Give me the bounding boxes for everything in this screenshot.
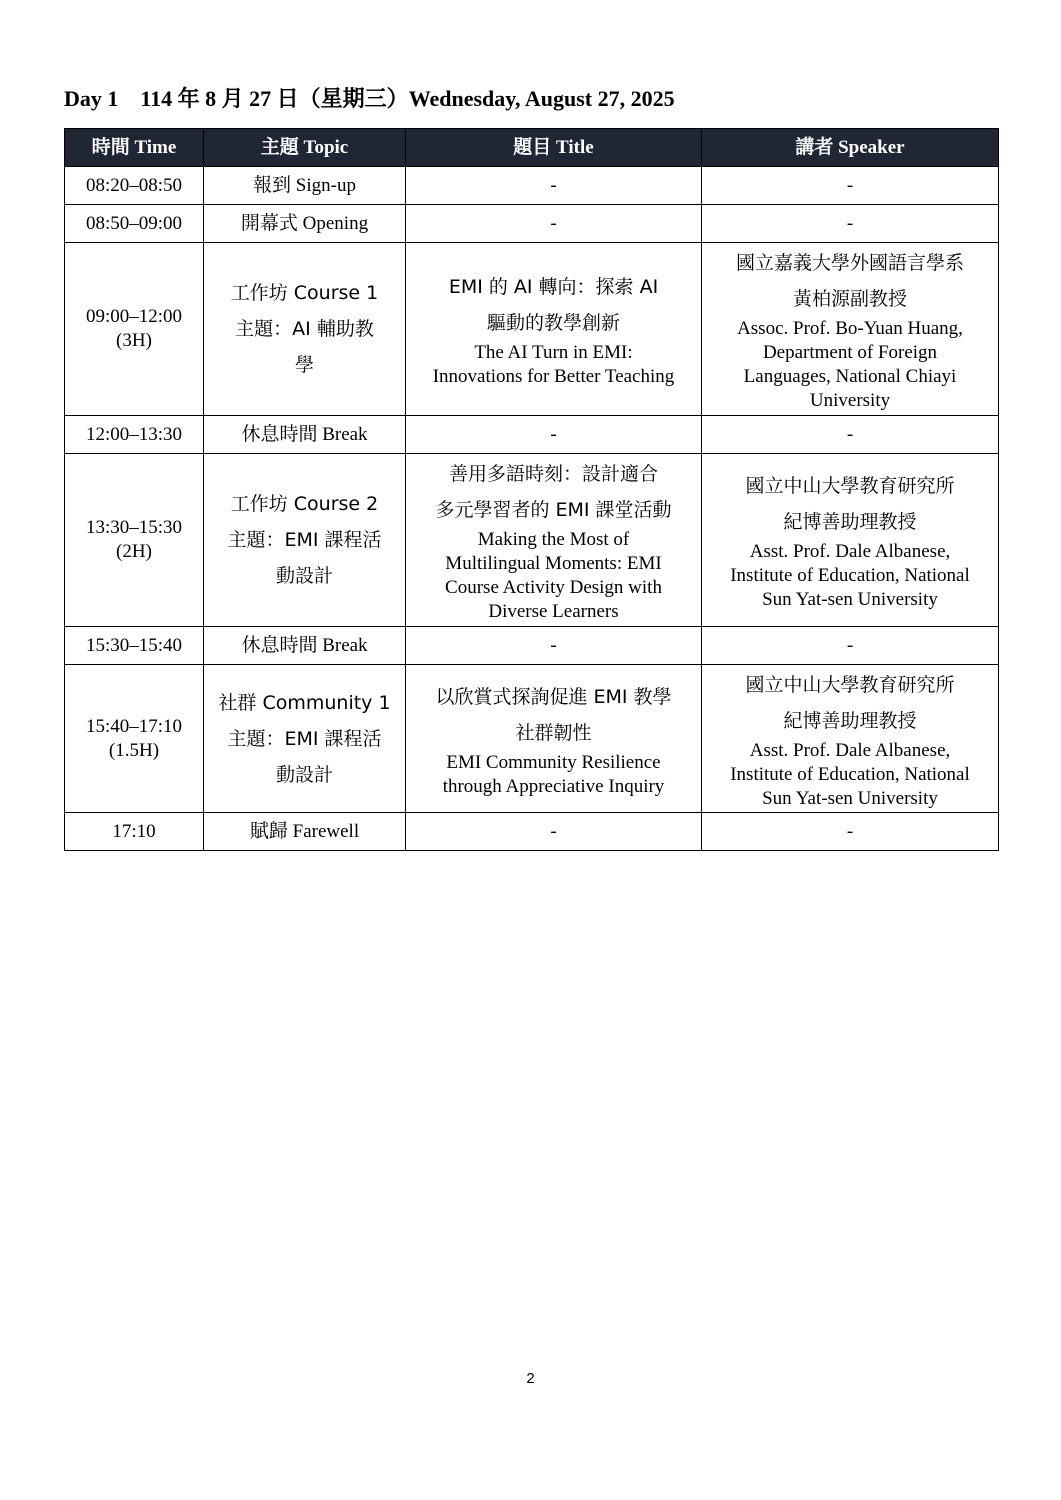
speaker-en-line: Assoc. Prof. Bo-Yuan Huang, <box>737 318 963 339</box>
cell-time: 15:30–15:40 <box>65 627 204 665</box>
cell-topic: 報到 Sign-up <box>204 167 406 205</box>
speaker-en-line: Asst. Prof. Dale Albanese, <box>749 739 951 761</box>
topic-line: 主題：AI 輔助教 <box>235 318 374 340</box>
cell-speaker: - <box>702 627 999 665</box>
cell-time <box>65 243 204 416</box>
cell-topic: 開幕式 Opening <box>204 205 406 243</box>
time-range: 15:40–17:10 <box>85 715 183 737</box>
speaker-en-line: Sun Yat-sen University <box>762 787 938 809</box>
topic-line: 工作坊 Course 1 <box>230 282 379 304</box>
title-en-line: Course Activity Design with <box>445 577 662 598</box>
cell-topic <box>204 665 406 813</box>
table-row <box>65 454 999 627</box>
table-row <box>65 813 999 851</box>
title-en-line: The AI Turn in EMI: <box>474 342 633 363</box>
speaker-zh-line: 紀博善助理教授 <box>783 511 917 533</box>
speaker-zh-line: 紀博善助理教授 <box>783 709 917 732</box>
speaker-zh-line: 黃柏源副教授 <box>792 288 907 310</box>
speaker-zh-line: 國立嘉義大學外國語言學系 <box>735 252 964 274</box>
cell-title <box>406 454 702 627</box>
cell-speaker <box>702 243 999 416</box>
cell-title: - <box>406 205 702 243</box>
topic-line: 社群 Community 1 <box>218 691 391 714</box>
cell-title: - <box>406 416 702 454</box>
cell-topic <box>204 243 406 416</box>
cell-speaker: - <box>702 813 999 851</box>
title-zh-line: 驅動的教學創新 <box>486 312 620 334</box>
time-duration: (1.5H) <box>108 739 160 761</box>
title-zh-line: 以欣賞式探詢促進 EMI 教學 <box>435 685 672 708</box>
schedule-table <box>64 128 999 851</box>
cell-time: 08:50–09:00 <box>65 205 204 243</box>
topic-line: 學 <box>294 354 314 376</box>
topic-line: 主題：EMI 課程活 <box>227 727 382 750</box>
title-zh-line: 社群韌性 <box>515 721 592 744</box>
title-en-line: Innovations for Better Teaching <box>432 366 675 387</box>
time-duration: (2H) <box>116 541 152 562</box>
title-en-line: EMI Community Resilience <box>446 751 661 773</box>
topic-line: 動設計 <box>275 763 333 786</box>
header-speaker: 講者 Speaker <box>702 129 999 167</box>
speaker-zh-line: 國立中山大學教育研究所 <box>745 475 955 497</box>
cell-title: - <box>406 167 702 205</box>
speaker-zh-line: 國立中山大學教育研究所 <box>745 673 955 696</box>
cell-speaker <box>702 665 999 813</box>
cell-time <box>65 665 204 813</box>
title-zh-line: 善用多語時刻：設計適合 <box>448 463 658 485</box>
cell-topic: 賦歸 Farewell <box>204 813 406 851</box>
table-row <box>65 665 999 813</box>
speaker-en-line: University <box>809 390 891 411</box>
header-time: 時間 Time <box>65 129 204 167</box>
table-row <box>65 243 999 416</box>
time-range: 13:30–15:30 <box>85 517 183 538</box>
cell-topic: 休息時間 Break <box>204 627 406 665</box>
speaker-en-line: Languages, National Chiayi <box>743 366 957 387</box>
cell-speaker: - <box>702 167 999 205</box>
topic-line: 動設計 <box>275 565 333 587</box>
time-range: 09:00–12:00 <box>85 306 183 327</box>
cell-time: 08:20–08:50 <box>65 167 204 205</box>
heading-day: Day 1 <box>64 86 119 111</box>
cell-topic <box>204 454 406 627</box>
cell-time <box>65 454 204 627</box>
title-zh-line: EMI 的 AI 轉向：探索 AI <box>448 276 659 298</box>
header-title: 題目 Title <box>406 129 702 167</box>
title-en-line: Multilingual Moments: EMI <box>445 553 662 574</box>
title-en-line: through Appreciative Inquiry <box>442 775 665 797</box>
speaker-en-line: Department of Foreign <box>762 342 938 363</box>
title-en-line: Diverse Learners <box>488 601 619 622</box>
speaker-en-line: Institute of Education, National <box>730 565 970 586</box>
cell-time: 17:10 <box>65 813 204 851</box>
cell-topic: 休息時間 Break <box>204 416 406 454</box>
topic-line: 工作坊 Course 2 <box>230 493 379 515</box>
title-zh-line: 多元學習者的 EMI 課堂活動 <box>435 499 672 521</box>
cell-title: - <box>406 813 702 851</box>
header-topic: 主題 Topic <box>204 129 406 167</box>
speaker-en-line: Institute of Education, National <box>730 763 970 785</box>
table-row <box>65 205 999 243</box>
cell-speaker: - <box>702 205 999 243</box>
table-row <box>65 167 999 205</box>
page-heading <box>64 82 675 113</box>
cell-time: 12:00–13:30 <box>65 416 204 454</box>
cell-speaker <box>702 454 999 627</box>
cell-title: - <box>406 627 702 665</box>
time-duration: (3H) <box>116 330 152 351</box>
heading-date-zh: 114 年 8 月 27 日（星期三） <box>140 86 409 111</box>
speaker-en-line: Asst. Prof. Dale Albanese, <box>749 541 951 562</box>
heading-date-en: Wednesday, August 27, 2025 <box>408 86 675 111</box>
cell-speaker: - <box>702 416 999 454</box>
table-row <box>65 627 999 665</box>
topic-line: 主題：EMI 課程活 <box>227 529 382 551</box>
title-en-line: Making the Most of <box>477 529 630 550</box>
cell-title <box>406 243 702 416</box>
cell-title <box>406 665 702 813</box>
speaker-en-line: Sun Yat-sen University <box>762 589 938 610</box>
table-header-row <box>65 129 999 167</box>
table-row <box>65 416 999 454</box>
page-number: 2 <box>526 1370 535 1387</box>
